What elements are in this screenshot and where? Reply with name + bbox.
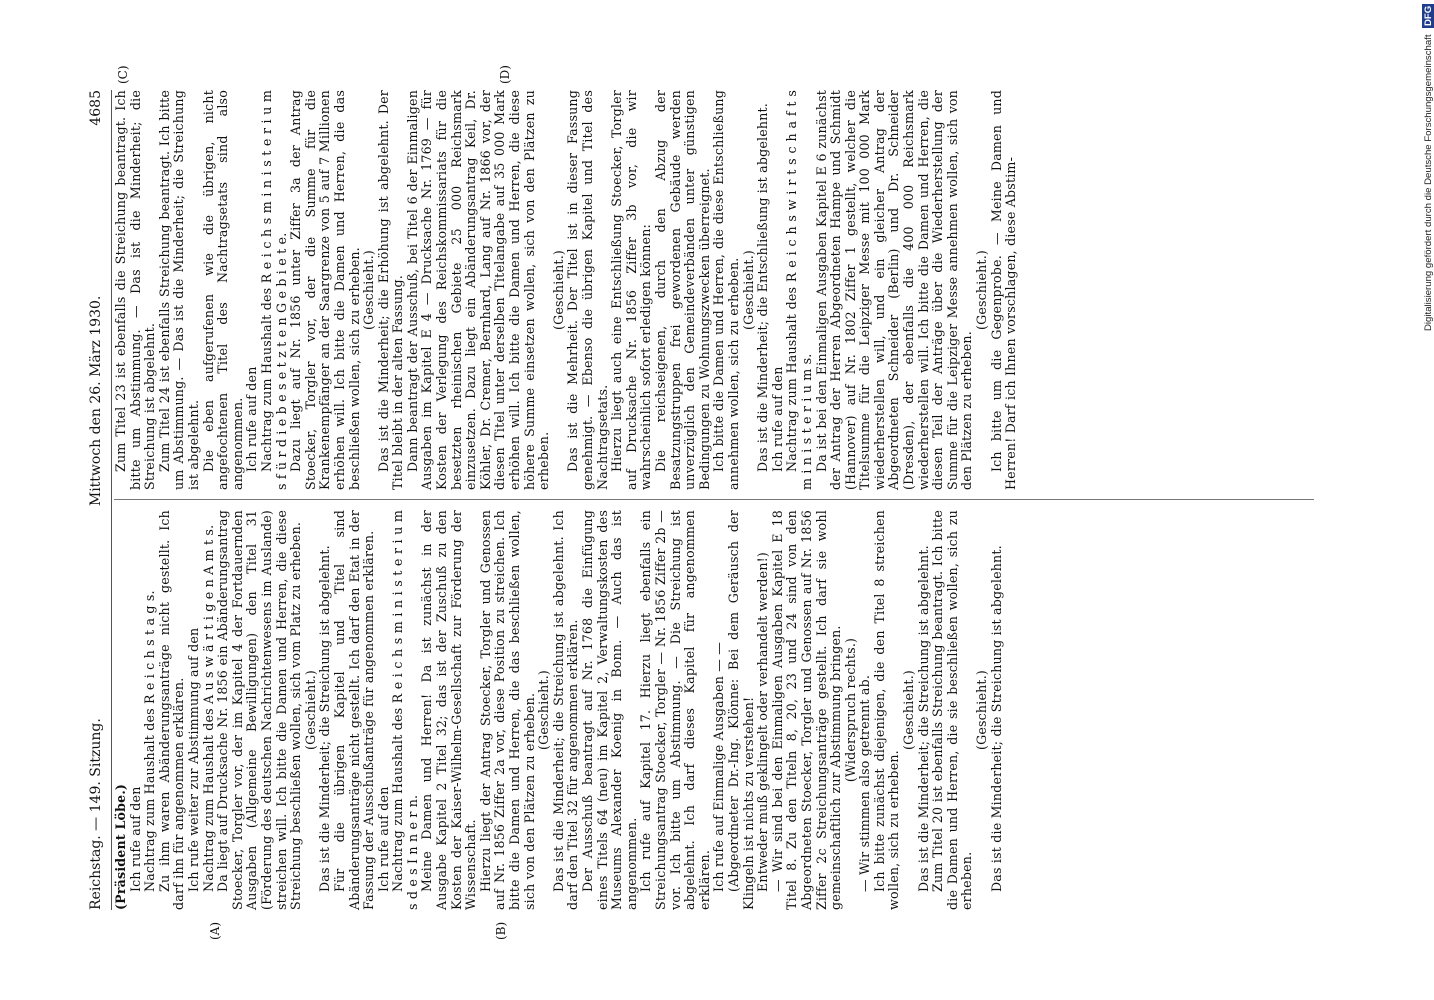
paragraph: Ich rufe auf Kapitel 17. Hierzu liegt ebenfalls ein Streichungsantrag Stoecker, Torgler — Nr. 1856 Ziffer 2b — vor. Ich bitte um Abstimmung. — Die Streichung ist abgelehnt. Ich darf dieses Kapitel für angenommen erklären. bbox=[638, 510, 712, 910]
paragraph: (Widerspruch rechts.) bbox=[842, 637, 858, 783]
dfg-logo: DFG bbox=[1423, 6, 1434, 27]
paragraph: Hierzu liegt auch eine Entschließung Stoecker, Torgler auf Drucksache Nr. 1856 Ziffer 3b vor, die wir wahrscheinlich sofort erledigen können: bbox=[609, 90, 654, 490]
paragraph: Nachtrag zum Haushalt des R e i c h s m i n i s t e r i u m s d e s I n n e r n. bbox=[390, 510, 420, 910]
paragraph: Hierzu liegt der Antrag Stoecker, Torgler und Genossen auf Nr. 1856 Ziffer 2a vor, diese Position zu streichen. Ich bitte die Damen und Herren, die das beschließen wollen, sich von den Plätzen zu erheben. bbox=[477, 510, 537, 910]
paragraph: Die reichseigenen, durch den Abzug der Besatzungstruppen frei gewordenen Gebäude werden unverzüglich den Gemeindeverbänden unter günstigen Bedingungen zu Wohnungszwecken überreignet. bbox=[652, 90, 712, 490]
paragraph: Ich rufe auf Einmalige Ausgaben — — bbox=[711, 641, 727, 892]
paragraph: (Geschieht.) bbox=[302, 669, 318, 751]
paragraph: (Geschieht.) bbox=[740, 249, 756, 331]
column-divider bbox=[114, 499, 1314, 500]
paragraph: Nachtrag zum Haushalt des R e i c h s t a g s. bbox=[142, 590, 158, 892]
paragraph: Da ist bei den Einmaligen Ausgaben Kapitel E 6 zunächst der Antrag der Herren Abgeordneten Hampe und Schmidt (Hannover) auf Nr. 1802 Ziffer 1 gestellt, welcher die Titelsumme für die Leipziger Messe mit 100 000 Mark wiederherstellen will, und ein gleicher Antrag der Abgeordneten Schneider (Berlin) und Dr. Schneider (Dresden), der ebenfalls die 400 000 Reichsmark wiederherstellen will. Ich bitte die Damen und Herren, die diesen Teil der Anträge über die Wiederherstellung der Summe für die Leipziger Messe annehmen wollen, sich von den Plätzen zu erheben. bbox=[813, 90, 975, 490]
paragraph: (Geschieht.) bbox=[550, 249, 566, 331]
paragraph: Das ist die Minderheit; die Streichung ist abgelehnt. bbox=[915, 545, 931, 892]
paragraph: Nachtrag zum Haushalt des R e i c h s w i r t s c h a f t s m i n i s t e r i u m s. bbox=[784, 90, 814, 490]
paragraph: (Geschieht.) bbox=[974, 249, 990, 331]
paragraph: Das ist die Minderheit; die Streichung ist abgelehnt. Ich darf den Titel 32 für angenommen erklären. bbox=[550, 510, 581, 910]
header-rule bbox=[111, 90, 112, 910]
paragraph: Da liegt auf Drucksache Nr. 1856 ein Abänderungsantrag Stoecker, Torgler vor, der im Kapitel 4 der Fortdauernden Ausgaben (Allgemeine Bewilligungen) den Titel 31 (Förderung des deutschen Nachrichtenwesens im Auslande) streichen will. Ich bitte die Damen und Herren, die diese Streichung beschließen wollen, sich vom Platz zu erheben. bbox=[215, 510, 304, 910]
paragraph: Nachtrag zum Haushalt des R e i c h s m i n i s t e r i u m s f ü r d i e b e s e t z t e n G e b i e t e. bbox=[258, 90, 289, 490]
paragraph: (Geschieht.) bbox=[901, 669, 917, 751]
header-date-page bbox=[88, 90, 104, 910]
paragraph: Ich bitte die Damen und Herren, die diese Entschließung annehmen wollen, sich zu erheben. bbox=[711, 90, 741, 490]
margin-marker-c: (C) bbox=[116, 65, 130, 84]
paragraph: Meine Damen und Herren! Da ist zunächst in der Ausgabe Kapitel 2 Titel 32; das ist der Zuschuß zu den Kosten der Kaiser-Wilhelm-Gesellschaft zur Förderung der Wissenschaft. bbox=[419, 510, 479, 910]
paragraph: Dazu liegt auf Nr. 1856 unter Ziffer 3a der Antrag Stoecker, Torgler vor, der die Summe für die Krankenempfänger an der Saargrenze von 5 auf 7 Millionen erhöhen will. Ich bitte die Damen und Herren, die das beschließen wollen, sich zu erheben. bbox=[288, 90, 362, 490]
left-column bbox=[114, 510, 1004, 910]
paragraph: (Geschieht.) bbox=[361, 249, 377, 331]
paragraph: Zum Titel 23 ist ebenfalls die Streichung beantragt. Ich bitte um Abstimmung. — Das ist die Minderheit; die Streichung ist abgelehnt. bbox=[113, 90, 158, 490]
paragraph: Zum Titel 20 ist ebenfalls Streichung beantragt. Ich bitte die Damen und Herren, die sie beschließen wollen, sich zu erheben. bbox=[930, 510, 975, 910]
paragraph: Ich rufe weiter zur Abstimmung auf den bbox=[185, 627, 201, 892]
header-date: Mittwoch den 26. März 1930. bbox=[88, 295, 104, 507]
paragraph: Dann beantragt der Ausschuß, bei Titel 6 der Einmaligen Ausgaben im Kapitel E 4 — Drucksache Nr. 1769 — für Kosten der Verlegung des Reichskommissariats für die besetzten rheinischen Gebiete 25 000 Reichsmark einzusetzen. Dazu liegt ein Abänderungsantrag Keil, Dr. Köhler, Dr. Cremer, Bernhard, Lang auf Nr. 1866 vor, der diesen Titel unter derselben Titelangabe auf 35 000 Mark erhöhen will. Ich bitte die Damen und Herren, die diese höhere Summe einsetzen wollen, sich von den Plätzen zu erheben. bbox=[404, 90, 552, 490]
paragraph: Ich bitte um die Gegenprobe. — Meine Damen und Herren! Darf ich Ihnen vorschlagen, diese Abstim- bbox=[988, 90, 1019, 490]
paragraph: Zum Titel 24 ist ebenfalls Streichung beantragt. Ich bitte um Abstimmung. — Das ist die Minderheit; die Streichung ist abgelehnt. bbox=[156, 90, 201, 490]
paragraph: Ich bitte zunächst diejenigen, die den Titel 8 streichen wollen, sich zu erheben. bbox=[871, 510, 902, 910]
paragraph: Das ist die Mehrheit. Der Titel ist in dieser Fassung genehmigt. — Ebenso die übrigen Kapitel und Titel des Nachtragsetats. bbox=[565, 90, 610, 490]
paragraph: — Wir stimmen also getrennt ab. bbox=[857, 674, 873, 892]
margin-marker-b: (B) bbox=[494, 921, 508, 940]
paragraph: Zu ihm waren Abänderungsanträge nicht gestellt. Ich darf ihn für angenommen erklären. bbox=[156, 510, 187, 910]
paragraph: Ich rufe auf den bbox=[769, 366, 785, 472]
page-header bbox=[88, 90, 110, 910]
paragraph: Das ist die Minderheit; die Streichung ist abgelehnt. bbox=[988, 545, 1004, 892]
paragraph: Die eben aufgerufenen wie die übrigen, nicht angefochtenen Titel des Nachtragsetats sind also angenommen. bbox=[200, 90, 245, 490]
paragraph: Entweder muß geklingelt oder verhandelt werden!) bbox=[755, 551, 771, 892]
margin-marker-a: (A) bbox=[208, 921, 222, 940]
margin-marker-d: (D) bbox=[498, 65, 512, 84]
paragraph: Das ist die Minderheit; die Streichung ist abgelehnt. bbox=[317, 545, 333, 892]
paragraph: (Abgeordneter Dr.-Ing. Klönne: Bei dem Geräusch der Klingeln ist nichts zu verstehen! bbox=[725, 510, 756, 910]
page-number: 4685 bbox=[88, 90, 104, 126]
paragraph: Nachtrag zum Haushalt des A u s w ä r t i g e n A m t s. bbox=[200, 524, 216, 892]
paragraph: Ich rufe auf den bbox=[127, 786, 143, 892]
paragraph: Das ist die Minderheit; die Entschließung ist abgelehnt. bbox=[755, 103, 771, 472]
header-session: Reichstag. — 149. Sitzung. bbox=[88, 718, 104, 910]
paragraph: Ich rufe auf den bbox=[244, 366, 260, 472]
digitization-credit bbox=[1422, 4, 1434, 994]
rotated-page bbox=[88, 65, 1328, 940]
right-column bbox=[114, 90, 1019, 490]
paragraph: (Geschieht.) bbox=[536, 669, 552, 751]
paragraph: Der Ausschuß beantragt auf Nr. 1768 die Einfügung eines Titels 64 (neu) im Kapitel 2, Verwaltungskosten des Museums Alexander Koenig in Bonn. — Auch das ist angenommen. bbox=[580, 510, 639, 910]
paragraph: Das ist die Minderheit; die Erhöhung ist abgelehnt. Der Titel bleibt in der alten Fassung. bbox=[375, 90, 406, 490]
paragraph: (Geschieht.) bbox=[974, 669, 990, 751]
paragraph: — Wir sind bei den Einmaligen Ausgaben Kapitel E 18 Titel 8. Zu den Titeln 8, 20, 23 und 24 sind von den Abgeordneten Stoecker, Torgler und Genossen auf Nr. 1856 Ziffer 2c Streichungsanträge gestellt. Ich darf sie wohl gemeinschaftlich zur Abstimmung bringen. bbox=[769, 510, 844, 910]
paragraph: (Präsident Löbe.) bbox=[113, 783, 128, 910]
credit-text: Digitalisierung gefördert durch die Deutsche Forschungsgemeinschaft bbox=[1423, 34, 1434, 332]
paragraph: Ich rufe auf den bbox=[375, 786, 391, 892]
paragraph: Für die übrigen Kapitel und Titel sind Abänderungsanträge nicht gestellt. Ich darf den Etat in der Fassung der Ausschußanträge für angenommen erklären. bbox=[331, 510, 377, 910]
